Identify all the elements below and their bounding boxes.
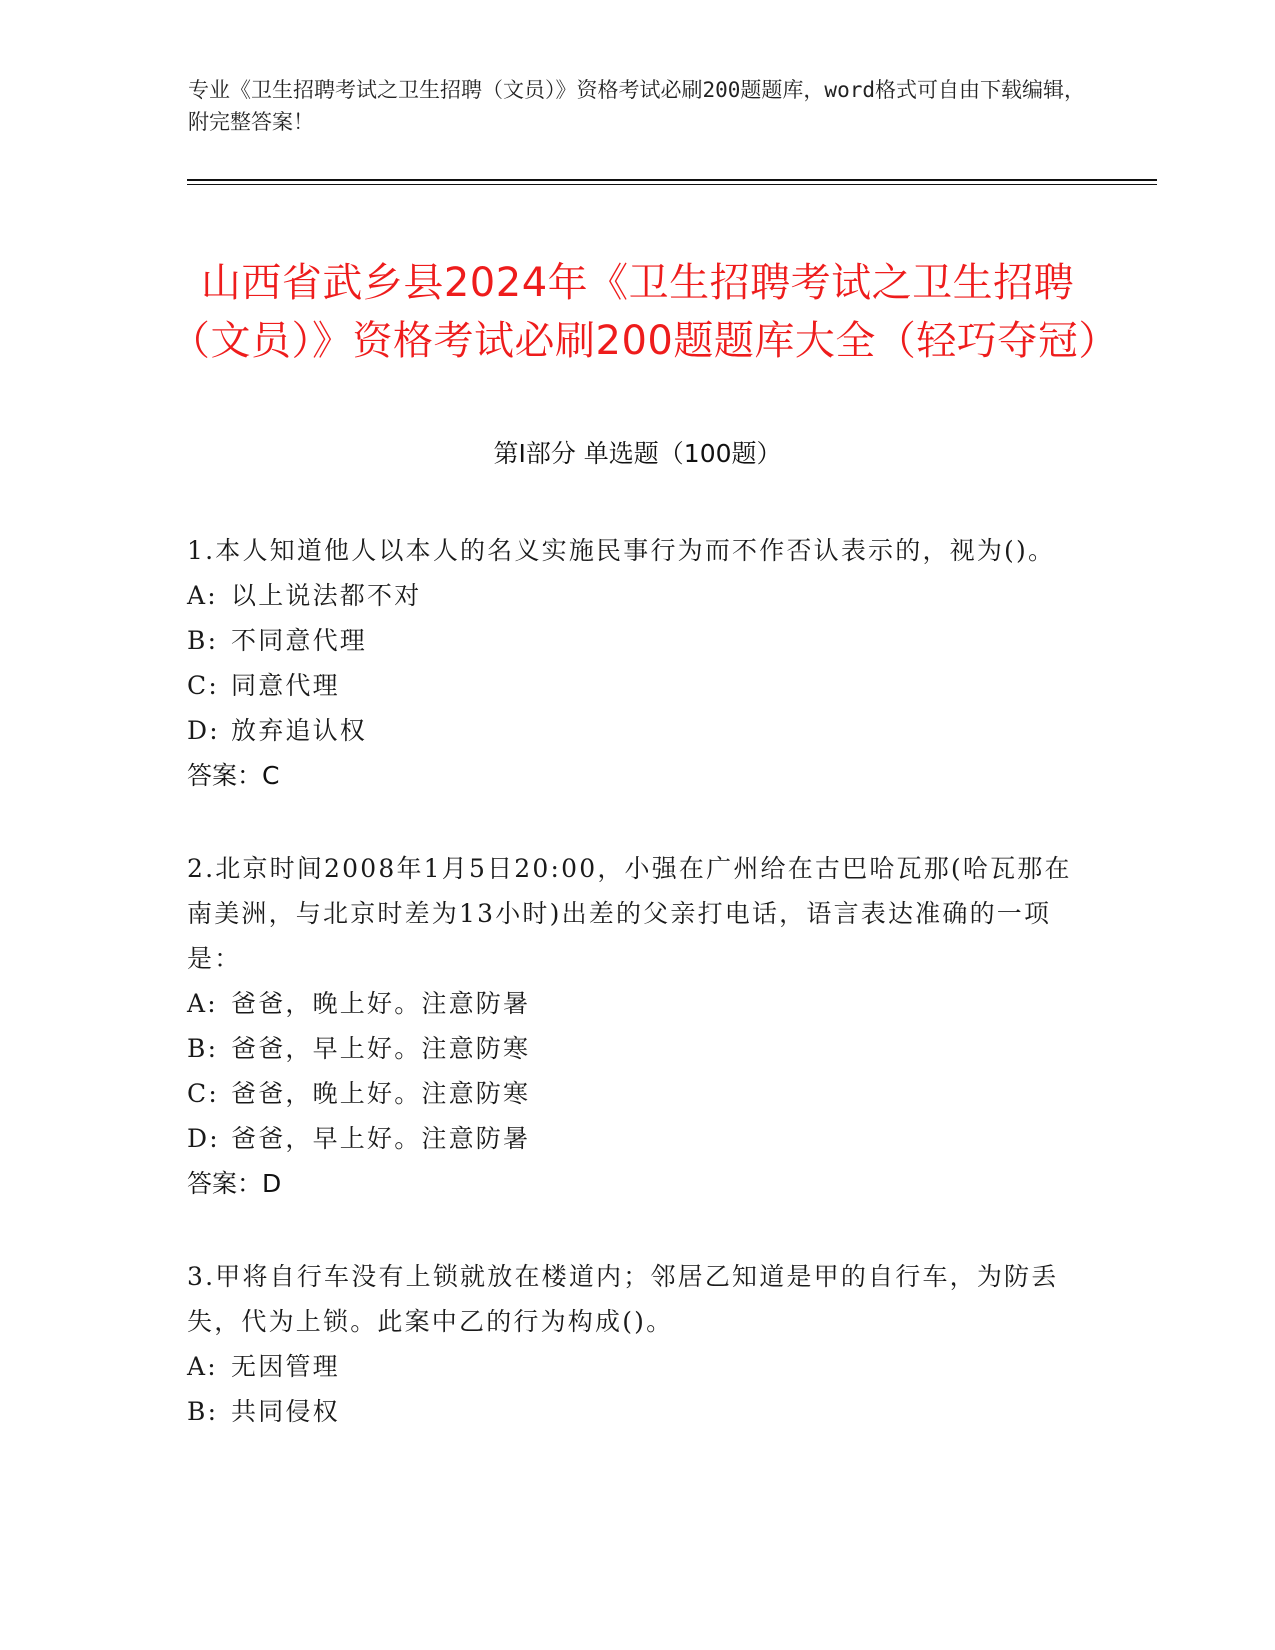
header-divider-thick [187, 179, 1157, 181]
option-d [187, 1116, 1087, 1161]
option-letter: A: [187, 989, 218, 1018]
question-text: 3.甲将自行车没有上锁就放在楼道内；邻居乙知道是甲的自行车，为防丢失，代为上锁。此案中乙的行为构成()。 [187, 1262, 1059, 1336]
question-text: 1.本人知道他人以本人的名义实施民事行为而不作否认表示的，视为()。 [187, 536, 1056, 565]
option-letter: A: [187, 581, 218, 610]
question-2 [187, 846, 1087, 1206]
option-text: 放弃追认权 [231, 716, 368, 745]
document-title: 山西省武乡县2024年《卫生招聘考试之卫生招聘（文员）》资格考试必刷200题题库大全（轻巧夺冠） [170, 259, 1119, 364]
option-a [187, 1344, 1087, 1389]
option-letter: B: [187, 1397, 219, 1426]
option-a [187, 981, 1087, 1026]
option-c [187, 663, 1087, 708]
question-1 [187, 528, 1087, 798]
option-text: 爸爸，早上好。注意防寒 [231, 1034, 531, 1063]
option-letter: D: [187, 716, 220, 745]
section-heading: 第Ⅰ部分 单选题（100题） [493, 439, 782, 468]
option-d [187, 708, 1087, 753]
option-letter: B: [187, 626, 219, 655]
option-b [187, 1026, 1087, 1071]
option-text: 无因管理 [231, 1352, 340, 1381]
option-text: 爸爸，早上好。注意防暑 [231, 1124, 531, 1153]
option-text: 爸爸，晚上好。注意防暑 [231, 989, 531, 1018]
option-text: 爸爸，晚上好。注意防寒 [231, 1079, 531, 1108]
option-text: 共同侵权 [231, 1397, 340, 1426]
question-list [187, 528, 1087, 1482]
option-letter: B: [187, 1034, 219, 1063]
option-a [187, 573, 1087, 618]
option-c [187, 1071, 1087, 1116]
option-letter: C: [187, 671, 219, 700]
document-header-note: 专业《卫生招聘考试之卫生招聘（文员）》资格考试必刷200题题库，word格式可自由下载编辑，附完整答案！ [188, 78, 1085, 134]
option-letter: D: [187, 1124, 220, 1153]
option-text: 不同意代理 [231, 626, 368, 655]
option-text: 同意代理 [231, 671, 340, 700]
question-3 [187, 1254, 1087, 1434]
answer-label: 答案：C [187, 761, 280, 790]
option-letter: A: [187, 1352, 218, 1381]
option-letter: C: [187, 1079, 219, 1108]
question-text: 2.北京时间2008年1月5日20:00，小强在广州给在古巴哈瓦那(哈瓦那在南美洲，与北京时差为13小时)出差的父亲打电话，语言表达准确的一项是： [187, 854, 1072, 973]
answer-label: 答案：D [187, 1169, 282, 1198]
option-b [187, 618, 1087, 663]
option-b [187, 1389, 1087, 1434]
header-divider-thin [187, 184, 1157, 185]
option-text: 以上说法都不对 [231, 581, 422, 610]
